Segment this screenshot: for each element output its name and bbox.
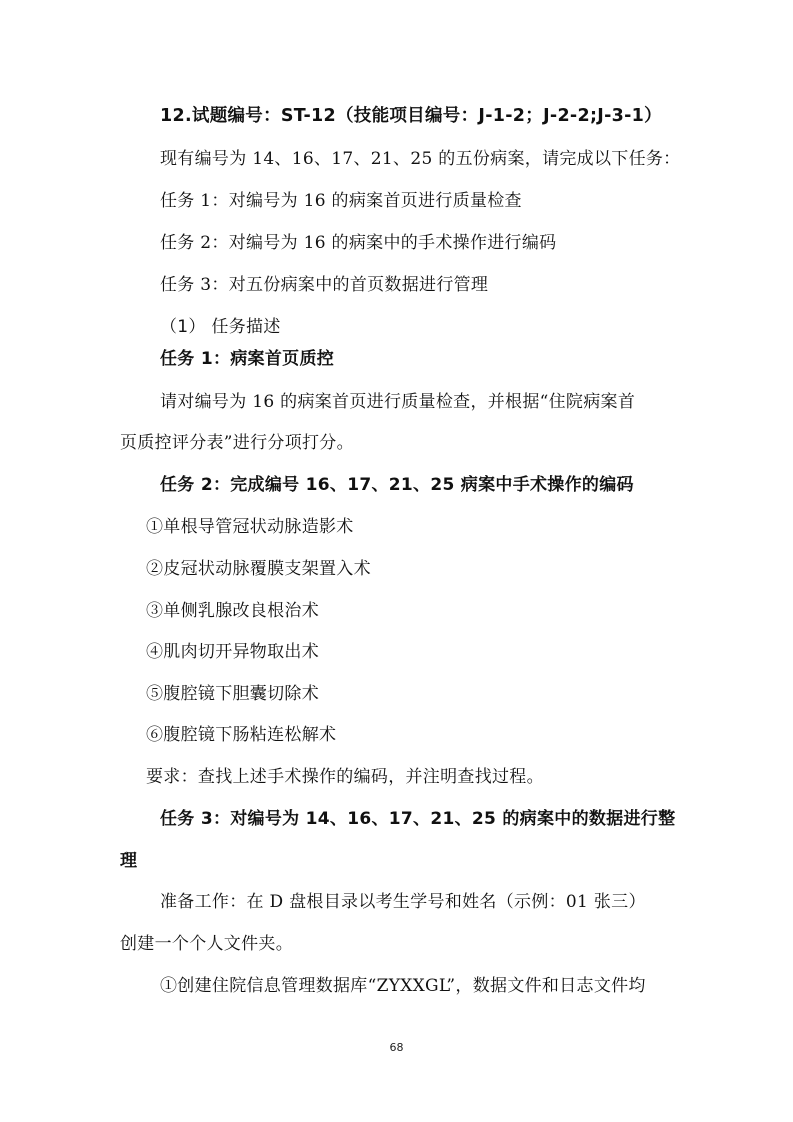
task1-heading: 任务 1：病案首页质控 bbox=[160, 349, 335, 369]
procedure-item-4: ④肌肉切开异物取出术 bbox=[146, 642, 319, 662]
procedure-item-2: ②皮冠状动脉覆膜支架置入术 bbox=[146, 559, 371, 579]
intro-text: 现有编号为 14、16、17、21、25 的五份病案，请完成以下任务： bbox=[160, 149, 681, 169]
task3-heading-line-1: 任务 3：对编号为 14、16、17、21、25 的病案中的数据进行整 bbox=[160, 809, 676, 829]
task3-step-1: ①创建住院信息管理数据库“ZYXXGL”，数据文件和日志文件均 bbox=[160, 976, 646, 996]
procedure-item-3: ③单侧乳腺改良根治术 bbox=[146, 601, 319, 621]
task1-body-line-2: 页质控评分表”进行分项打分。 bbox=[120, 433, 354, 453]
question-title: 12.试题编号：ST-12（技能项目编号：J-1-2；J-2-2;J-3-1） bbox=[160, 106, 662, 126]
task3-heading-line-2: 理 bbox=[120, 851, 138, 871]
procedure-item-1: ①单根导管冠状动脉造影术 bbox=[146, 517, 354, 537]
task1-body-line-1: 请对编号为 16 的病案首页进行质量检查，并根据“住院病案首 bbox=[160, 392, 636, 412]
task3-prep-line-1: 准备工作：在 D 盘根目录以考生学号和姓名（示例：01 张三） bbox=[160, 892, 646, 912]
task-list-item-3: 任务 3：对五份病案中的首页数据进行管理 bbox=[160, 275, 489, 295]
task-list-item-2: 任务 2：对编号为 16 的病案中的手术操作进行编码 bbox=[160, 233, 557, 253]
task2-requirement: 要求：查找上述手术操作的编码，并注明查找过程。 bbox=[146, 767, 544, 787]
task2-heading: 任务 2：完成编号 16、17、21、25 病案中手术操作的编码 bbox=[160, 475, 634, 495]
task3-prep-line-2: 创建一个个人文件夹。 bbox=[120, 934, 293, 954]
procedure-item-6: ⑥腹腔镜下肠粘连松解术 bbox=[146, 725, 337, 745]
task-list-item-1: 任务 1：对编号为 16 的病案首页进行质量检查 bbox=[160, 191, 522, 211]
procedure-item-5: ⑤腹腔镜下胆囊切除术 bbox=[146, 684, 319, 704]
page-number: 68 bbox=[389, 1041, 404, 1054]
section-heading: （1） 任务描述 bbox=[160, 317, 281, 337]
